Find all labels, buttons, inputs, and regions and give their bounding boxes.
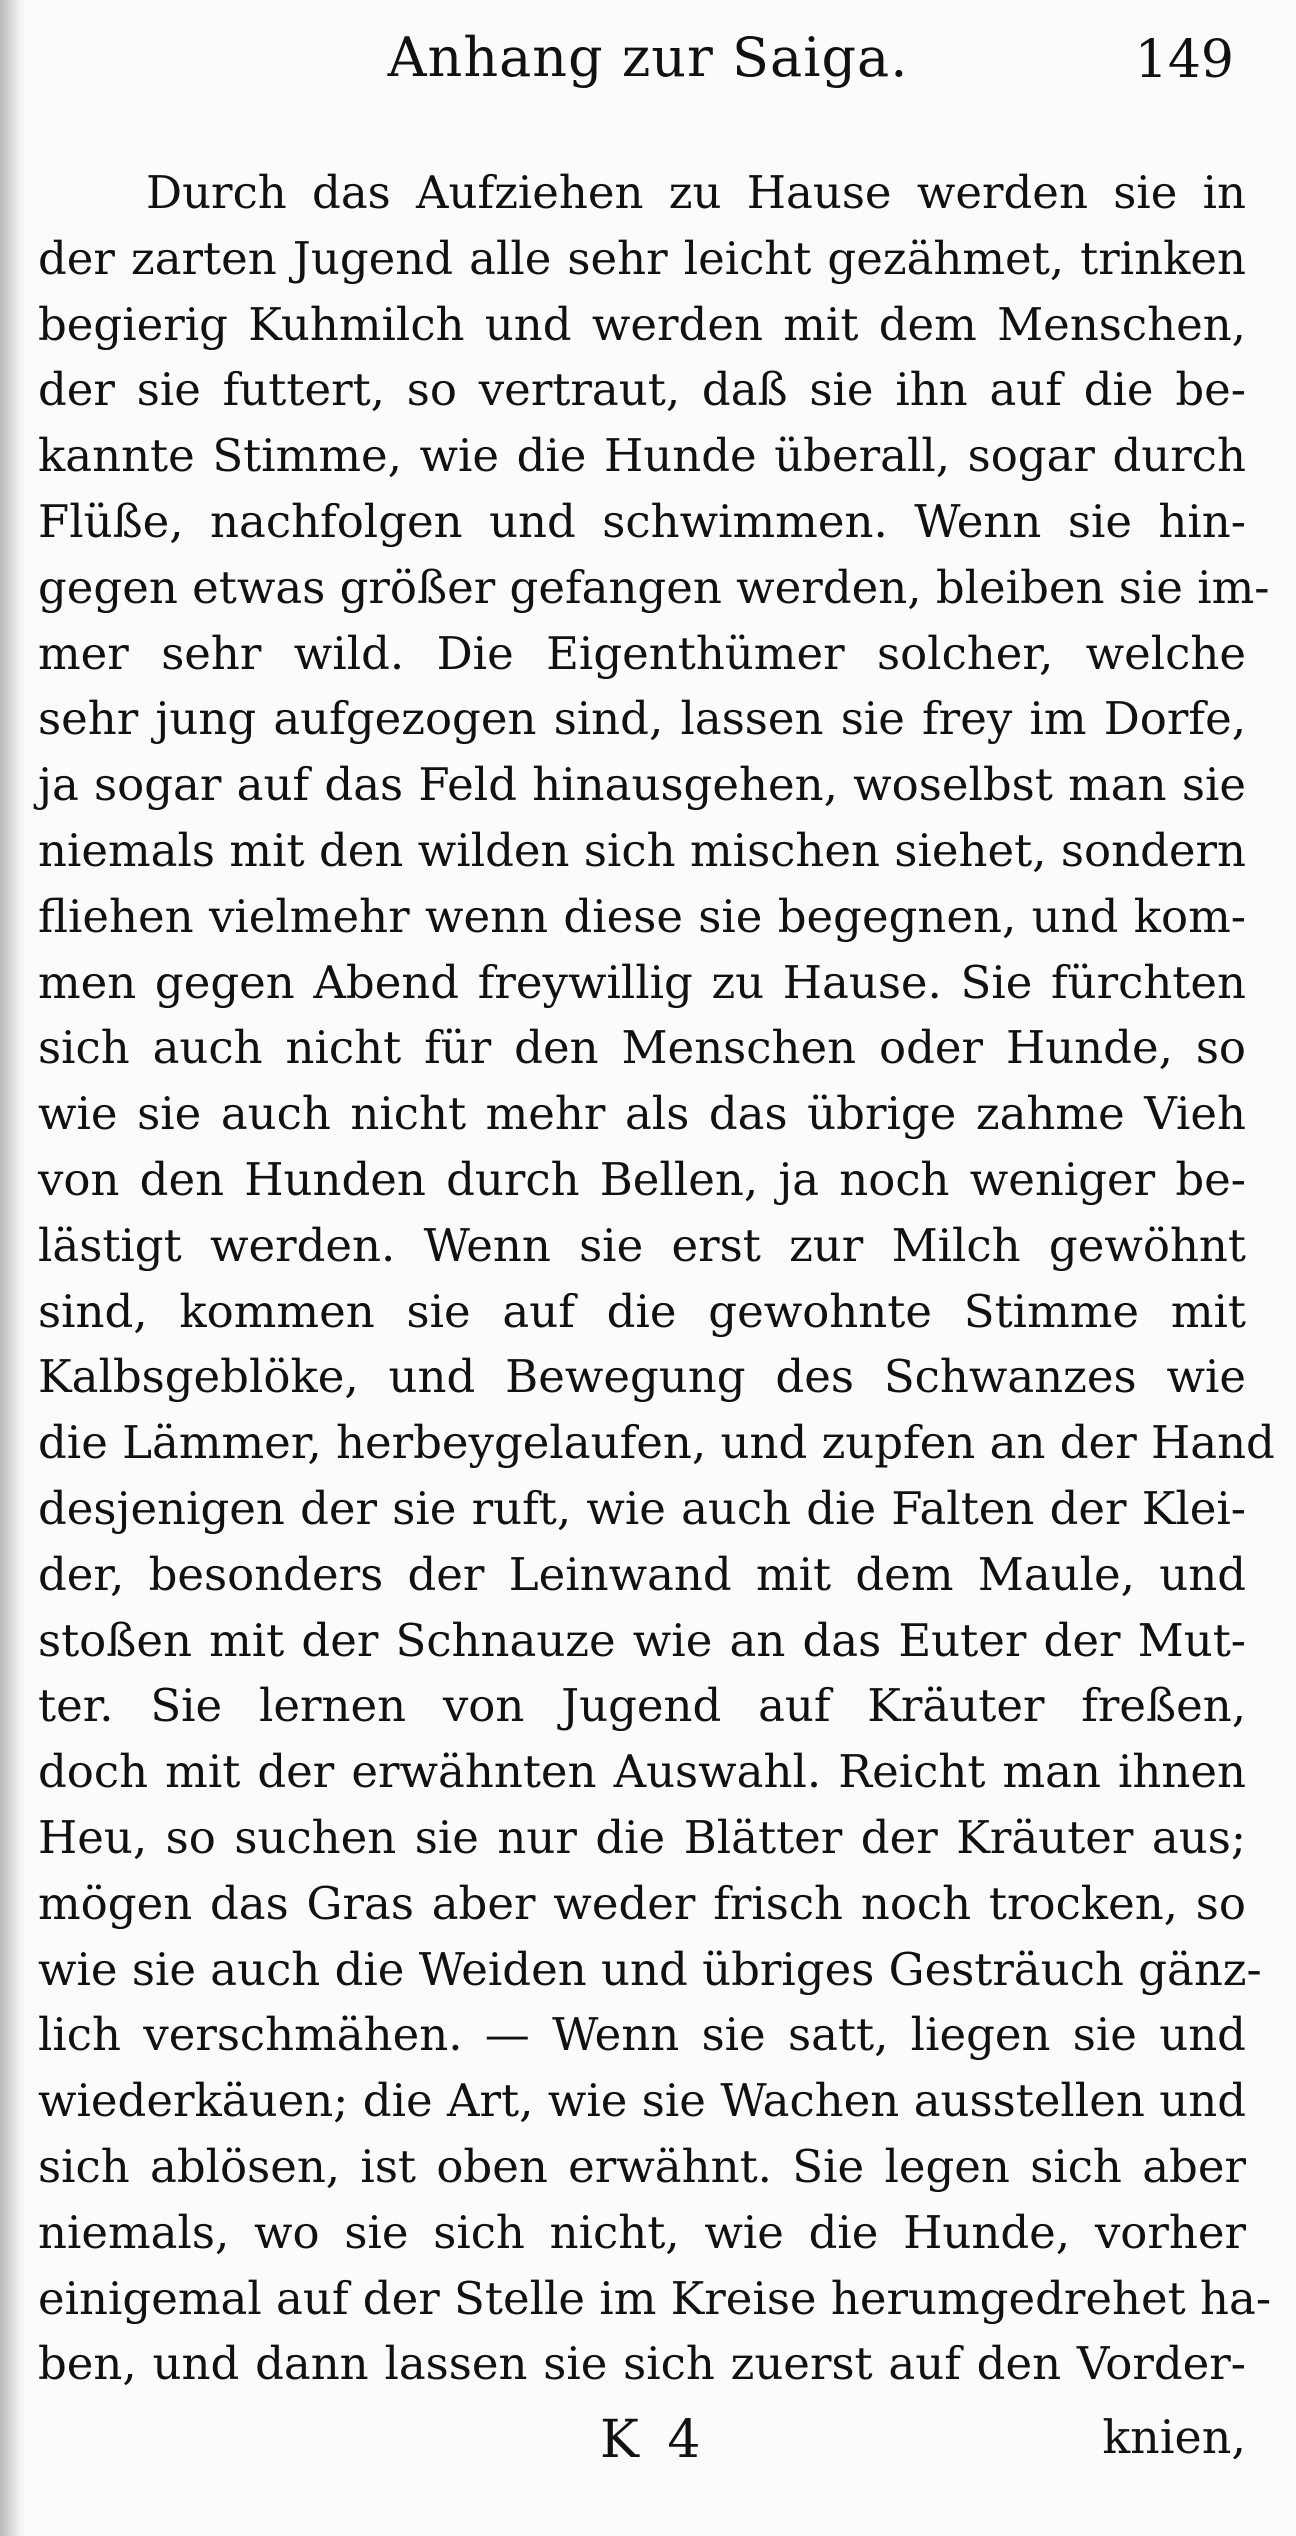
text-line: der, besonders der Leinwand mit dem Maule, und xyxy=(38,1547,1246,1601)
text-line: Kalbsgeblöke, und Bewegung des Schwanzes wie xyxy=(38,1350,1246,1404)
page-footer xyxy=(0,2410,1296,2490)
running-title: Anhang zur Saiga. xyxy=(387,26,909,89)
text-line: niemals, wo sie sich nicht, wie die Hunde, vorher xyxy=(38,2205,1246,2259)
text-line: sich ablösen, ist oben erwähnt. Sie legen sich aber xyxy=(38,2139,1246,2193)
text-line: Heu, so suchen sie nur die Blätter der Kräuter aus; xyxy=(38,1810,1246,1864)
text-line: ja sogar auf das Feld hinausgehen, woselbst man sie xyxy=(38,758,1246,812)
text-line: niemals mit den wilden sich mischen siehet, sondern xyxy=(38,823,1246,877)
text-line: mer sehr wild. Die Eigenthümer solcher, welche xyxy=(38,626,1246,680)
body-text xyxy=(38,160,1275,2397)
text-line: Flüße, nachfolgen und schwimmen. Wenn sie hin- xyxy=(38,494,1246,548)
text-line: sehr jung aufgezogen sind, lassen sie frey im Dorfe, xyxy=(38,692,1246,746)
text-line: der zarten Jugend alle sehr leicht gezähmet, trinken xyxy=(38,231,1246,285)
page-edge-shadow xyxy=(0,0,26,2536)
text-line: lästigt werden. Wenn sie erst zur Milch gewöhnt xyxy=(38,1218,1246,1272)
text-line: wie sie auch nicht mehr als das übrige zahme Vieh xyxy=(38,1087,1246,1141)
text-line: ben, und dann lassen sie sich zuerst auf den Vorder- xyxy=(38,2337,1246,2391)
text-line: ter. Sie lernen von Jugend auf Kräuter freßen, xyxy=(38,1679,1246,1733)
text-line: die Lämmer, herbeygelaufen, und zupfen an der Hand xyxy=(38,1416,1275,1470)
text-line: lich verschmähen. — Wenn sie satt, liegen sie und xyxy=(38,2008,1246,2062)
text-line: mögen das Gras aber weder frisch noch trocken, so xyxy=(38,1876,1246,1930)
text-line: kannte Stimme, wie die Hunde überall, sogar durch xyxy=(38,429,1246,483)
text-line: einigemal auf der Stelle im Kreise herumgedrehet ha- xyxy=(38,2271,1272,2325)
text-line: von den Hunden durch Bellen, ja noch weniger be- xyxy=(38,1152,1246,1206)
text-line: fliehen vielmehr wenn diese sie begegnen, und kom- xyxy=(38,889,1246,943)
text-line: Durch das Aufziehen zu Hause werden sie in xyxy=(146,166,1246,219)
signature-mark: K 4 xyxy=(600,2410,707,2470)
text-line: gegen etwas größer gefangen werden, bleiben sie im- xyxy=(38,560,1270,614)
text-line: wiederkäuen; die Art, wie sie Wachen ausstellen und xyxy=(38,2074,1246,2128)
text-line: stoßen mit der Schnauze wie an das Euter der Mut- xyxy=(38,1613,1246,1667)
text-line: der sie futtert, so vertraut, daß sie ihn auf die be- xyxy=(38,363,1246,417)
catchword: knien, xyxy=(1102,2410,1246,2464)
text-line: sind, kommen sie auf die gewohnte Stimme mit xyxy=(38,1284,1246,1338)
text-line: sich auch nicht für den Menschen oder Hunde, so xyxy=(38,1021,1246,1075)
text-line: begierig Kuhmilch und werden mit dem Menschen, xyxy=(38,297,1246,351)
page-header xyxy=(0,18,1296,108)
text-line: doch mit der erwähnten Auswahl. Reicht man ihnen xyxy=(38,1745,1246,1799)
text-line: wie sie auch die Weiden und übriges Gesträuch gänz- xyxy=(38,1942,1262,1996)
text-line: men gegen Abend freywillig zu Hause. Sie fürchten xyxy=(38,955,1246,1009)
text-line: desjenigen der sie ruft, wie auch die Falten der Klei- xyxy=(38,1481,1246,1535)
page-number: 149 xyxy=(1134,30,1234,90)
